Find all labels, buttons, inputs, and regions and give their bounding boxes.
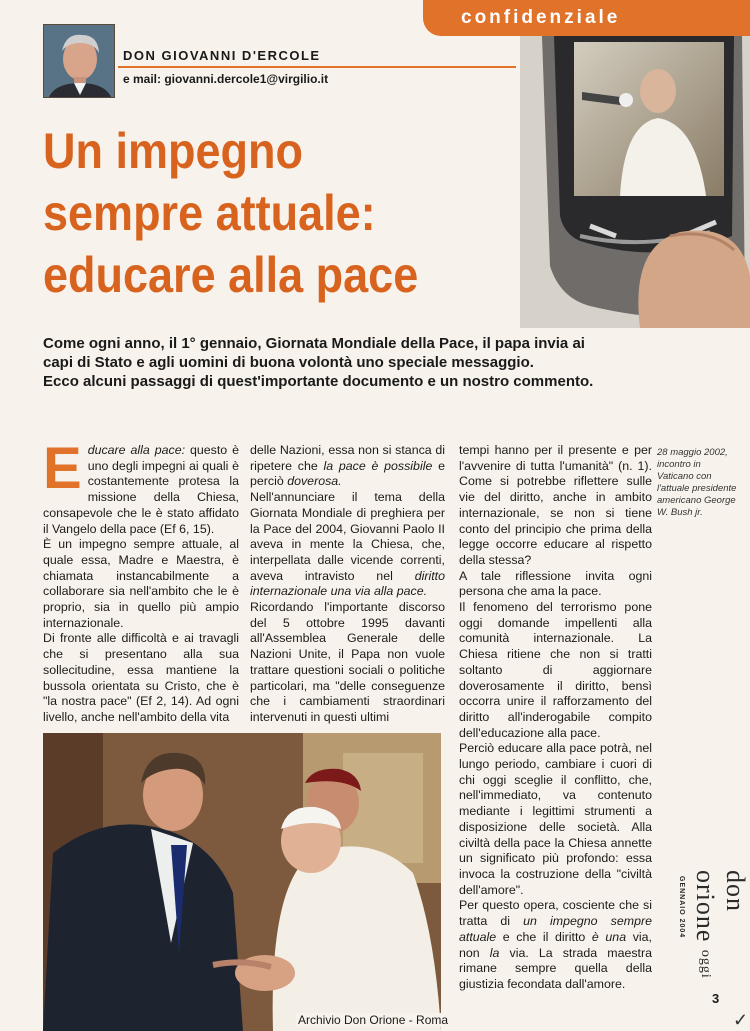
meeting-photo	[43, 733, 441, 1031]
body-column-3	[459, 443, 652, 993]
author-portrait	[43, 24, 115, 98]
drop-cap: E	[43, 436, 82, 501]
article-lead	[43, 334, 723, 391]
title-line: educare alla pace	[43, 247, 419, 303]
page-number: 3	[712, 991, 720, 1006]
author-name: DON GIOVANNI D'ERCOLE	[123, 48, 321, 63]
body-text: via. La strada maestra rimane sempre quella della giustizia fecondata dall'amore.	[459, 945, 653, 991]
body-paragraph	[459, 898, 652, 992]
body-paragraph: È un impegno sempre attuale, al quale essa, Madre e Maestra, è chiamata instancabilmente a collaborare sia nell'ambito che le è proprio, sia in quello più ampio internazionale.	[43, 537, 239, 630]
author-divider	[118, 66, 516, 68]
body-text: e che il diritto	[496, 929, 592, 944]
body-paragraph: Il fenomeno del terrorismo pone oggi domande impellenti alla comunità internazionale. La Chiesa ritiene che non si tratti soltanto di aggiornare doverosamente il diritto, bensì occorra unire il rafforzamento del diritto all'inderogabile compito dell'educazione alla pace.	[459, 600, 652, 740]
body-text: delle Nazioni, essa non si stanca di ripetere che	[250, 443, 445, 473]
emphasis-text: diritto internazionale una via alla pace.	[250, 568, 445, 599]
body-paragraph: Di fronte alle difficoltà e ai travagli che si presentano alla sua sollecitudine, essa mantiene la bussola orientata su Cristo, che è "la nostra pace" (Ef 2, 14). Ad ogni livello, anche nell'ambito della vita	[43, 631, 239, 724]
body-paragraph: Ricordando l'importante discorso del 5 ottobre 1995 davanti all'Assemblea Generale delle Nazioni Unite, il Papa non vuole trattare questioni sociali o politiche particolari, ma "delle conseguenze che i cambiamenti straordinari intervenuti in questi ultimi	[250, 600, 445, 724]
phone-photo-image	[520, 36, 750, 328]
emphasis-text: la pace è possibile	[323, 458, 433, 473]
lead-line: Ecco alcuni passaggi di quest'importante documento e un nostro commento.	[43, 373, 594, 390]
body-paragraph	[250, 443, 445, 490]
magazine-name	[690, 870, 750, 980]
magazine-subtitle: oggi	[698, 949, 713, 979]
lead-line: capi di Stato e agli uomini di buona volontà uno speciale messaggio.	[43, 354, 534, 371]
photo-caption: 28 maggio 2002, incontro in Vaticano con l'attuale presidente americano George W. Bush jr.	[657, 447, 737, 518]
phone-photo	[520, 36, 750, 328]
title-line: Un impegno	[43, 123, 303, 179]
emphasis-text: ducare alla pace:	[87, 443, 186, 457]
issue-date: GENNAIO 2004	[678, 876, 685, 939]
author-portrait-image	[44, 25, 115, 98]
lead-line: Come ogni anno, il 1° gennaio, Giornata Mondiale della Pace, il papa invia ai	[43, 335, 585, 352]
magazine-title: don orione	[691, 870, 750, 943]
archive-credit: Archivio Don Orione - Roma	[298, 1013, 449, 1027]
emphasis-text: la	[489, 945, 500, 960]
body-paragraph	[43, 436, 240, 537]
body-text: questo è uno degli impegni ai quali è costantemente protesa la missione della Chiesa, consapevole che le è stato affidato il Vangelo della pace (Ef 6, 15).	[43, 443, 240, 536]
body-column-1	[43, 436, 240, 726]
emphasis-text: è una	[591, 929, 627, 944]
body-paragraph: tempi hanno per il presente e per l'avvenire di tutta l'umanità" (n. 1). Come si potrebbe riflettere sulle vie del diritto, anche in ambito internazionale, se non si tiene conto del principio che prima della legge occorre educare al rispetto della stessa?	[459, 443, 652, 567]
section-tag: confidenziale	[423, 0, 750, 36]
author-email: e mail: giovanni.dercole1@virgilio.it	[123, 72, 329, 86]
article-title	[43, 120, 475, 306]
title-line: sempre attuale:	[43, 185, 376, 241]
body-text: via, non	[459, 929, 652, 960]
body-text: Nell'annunciare il tema della Giornata Mondiale di preghiera per la Pace del 2004, Giovanni Paolo II aveva in mente la Chiesa, che, interpellata dalle vicende correnti, aveva intravisto nel	[250, 490, 445, 583]
emphasis-text: doverosa.	[287, 474, 342, 489]
body-paragraph: A tale riflessione invita ogni persona che ama la pace.	[459, 568, 652, 599]
body-paragraph	[250, 490, 445, 600]
magazine-logo	[678, 870, 750, 980]
body-text: e perciò	[250, 458, 445, 489]
emphasis-text: un impegno sempre attuale	[459, 914, 652, 944]
check-icon: ✓	[733, 1010, 749, 1030]
body-paragraph: Perciò educare alla pace potrà, nel lungo periodo, cambiare i cuori di chi oggi sceglie il conflitto, che, nell'immediato, va contenuto mediante i legittimi strumenti a disposizione delle società. Alla civiltà della pace la Chiesa annette un significato più profondo: essa invoca la costruzione della "civiltà dell'amore".	[459, 741, 652, 897]
body-column-2	[250, 443, 445, 726]
body-text: Per questo opera, cosciente che si tratta di	[459, 898, 652, 929]
meeting-photo-image	[43, 733, 441, 1031]
